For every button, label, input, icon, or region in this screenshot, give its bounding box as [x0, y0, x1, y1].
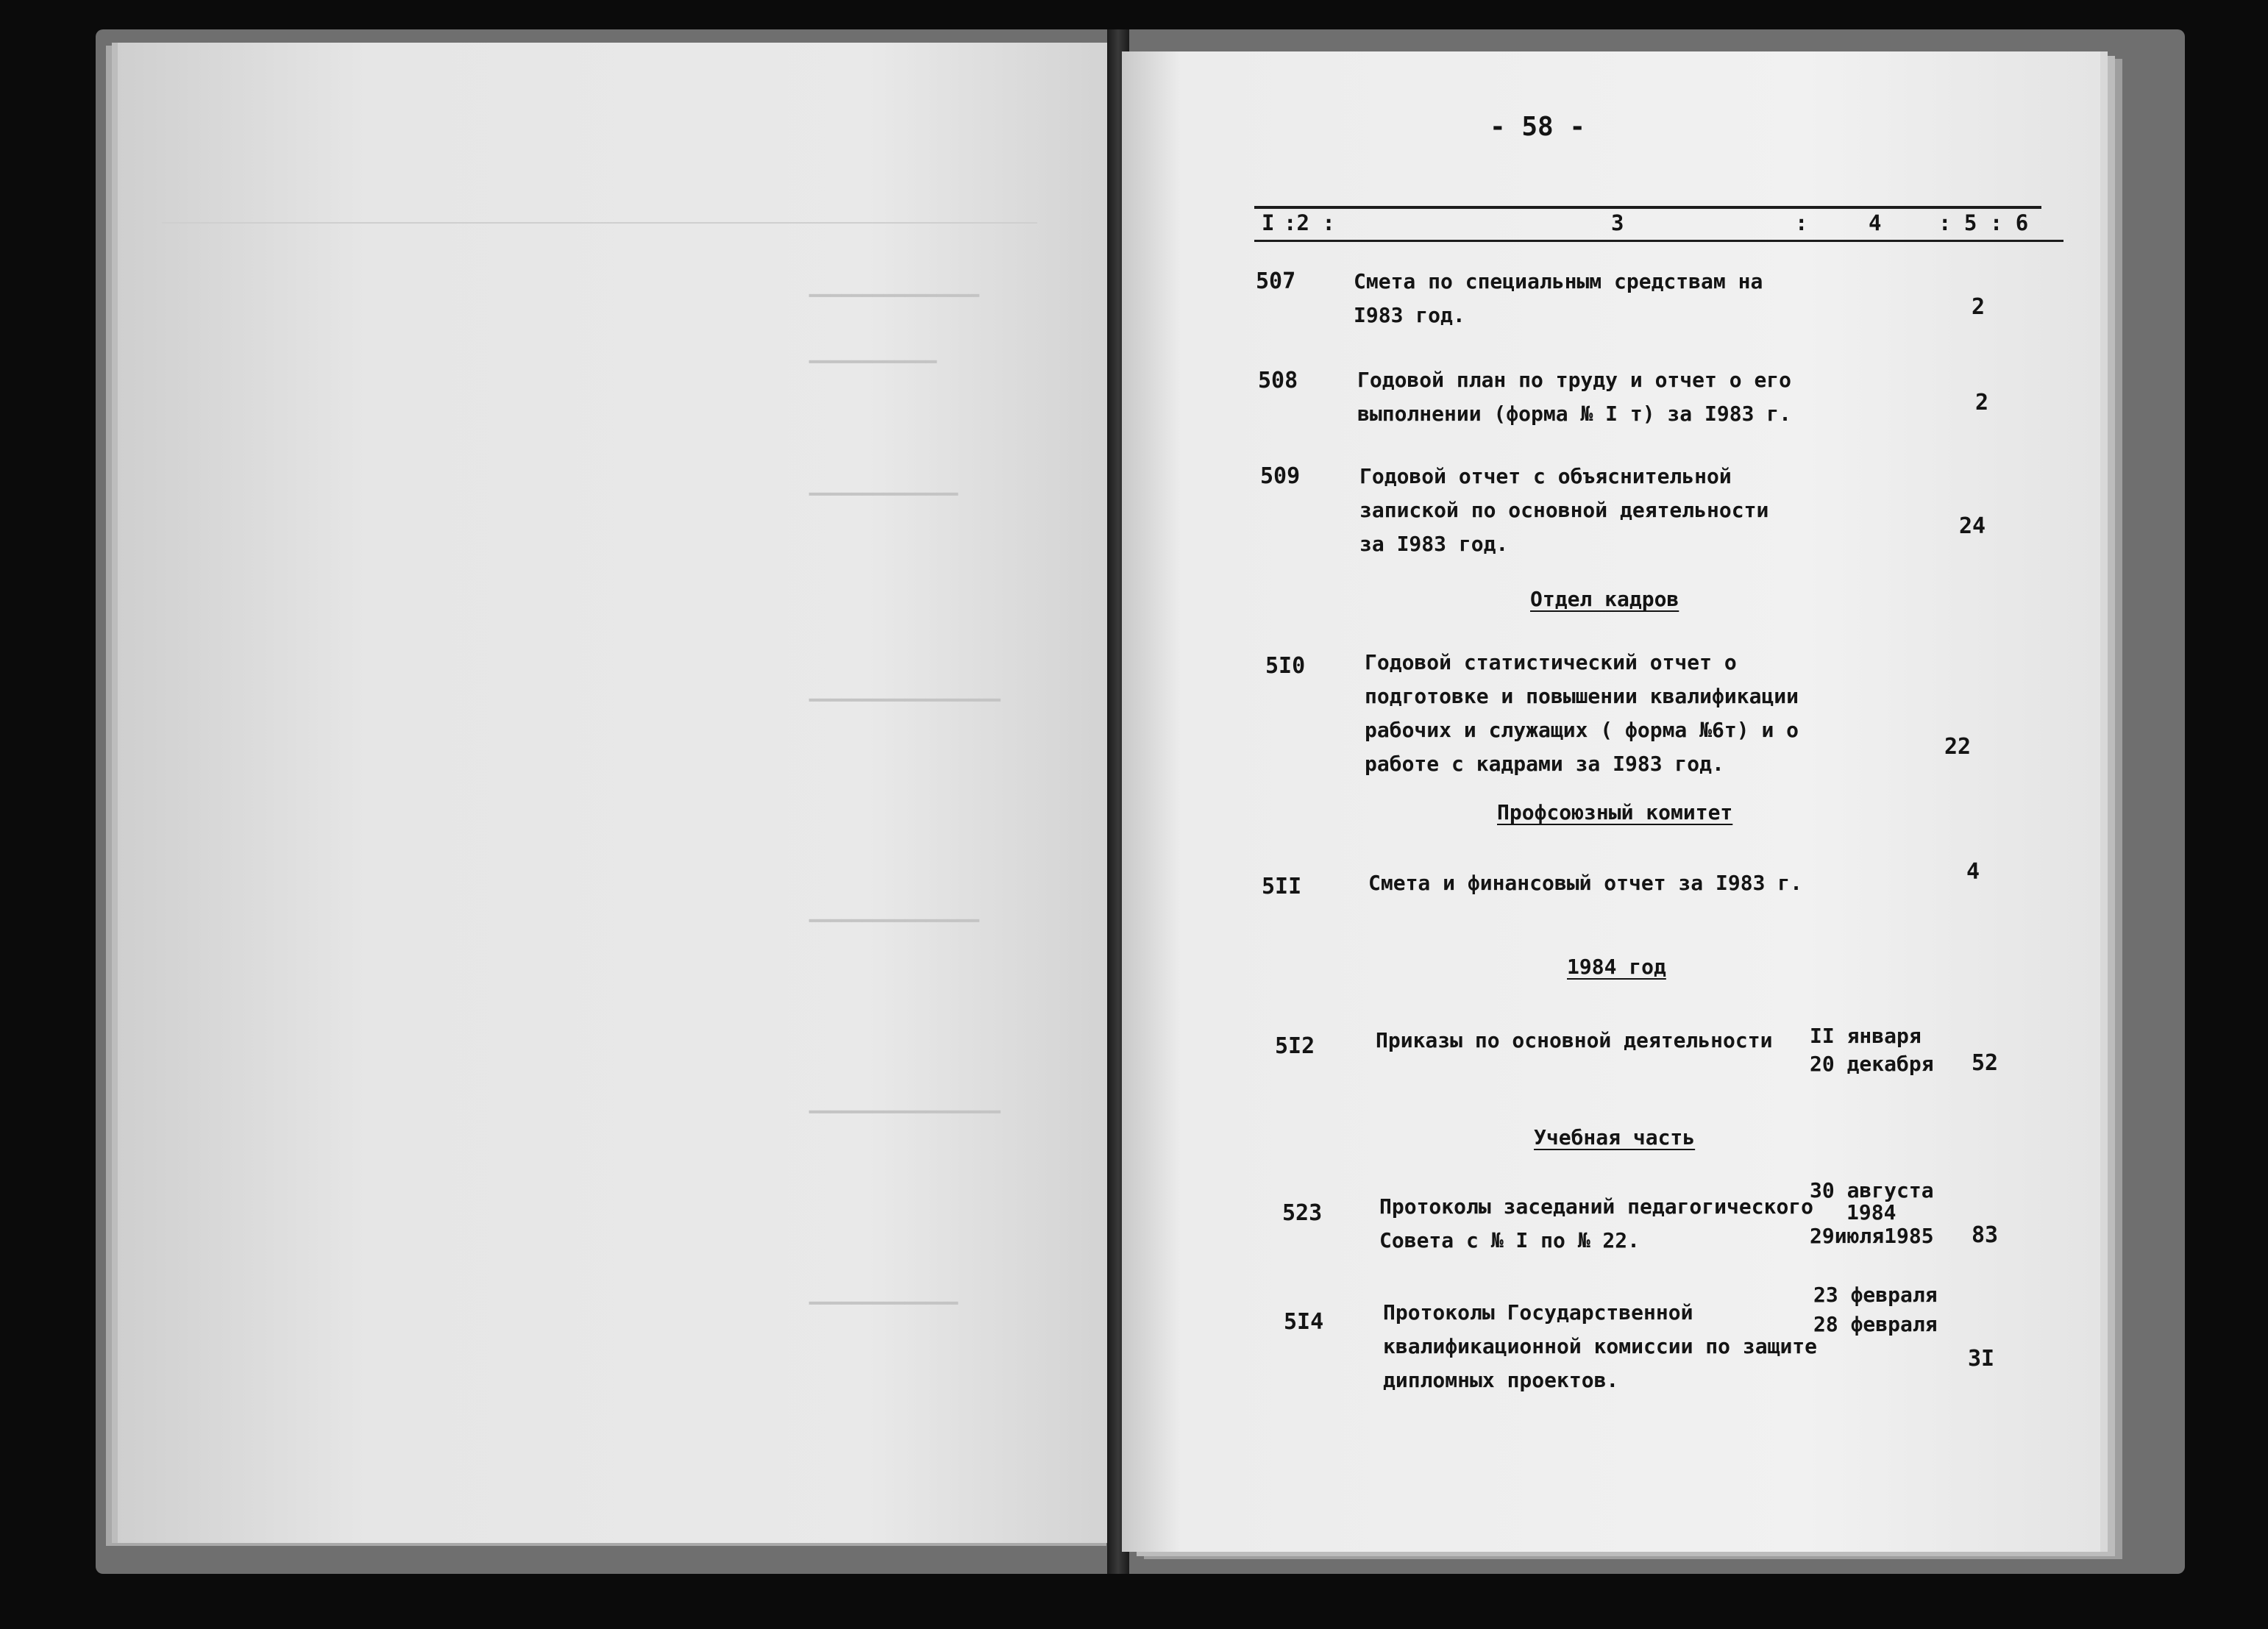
page-number: - 58 - — [1490, 112, 1586, 142]
row-count: 24 — [1959, 513, 1986, 539]
header-col4: 4 — [1869, 210, 1882, 235]
section-heading-ucheb: Учебная часть — [1534, 1125, 1696, 1149]
row-number: 507 — [1256, 268, 1296, 294]
row-date-start: II января — [1810, 1024, 1922, 1048]
row-number: 5I2 — [1275, 1033, 1315, 1059]
row-number: 5I0 — [1265, 653, 1306, 679]
ghost-header-rule — [162, 222, 1037, 224]
row-description: Протоколы Государственной квалификационной комиссии по защите дипломных проектов. — [1383, 1300, 1818, 1392]
row-date-end: 20 декабря — [1810, 1052, 1934, 1076]
header-rule-top — [1254, 206, 2041, 209]
row-date-end: 28 февраля — [1813, 1312, 1938, 1336]
row-number: 5I4 — [1284, 1309, 1324, 1335]
row-number: 5II — [1262, 874, 1302, 899]
section-heading-profkom: Профсоюзный комитет — [1497, 800, 1733, 824]
row-date-start: 23 февраля — [1813, 1283, 1938, 1307]
right-page — [1122, 51, 2100, 1552]
row-description: Годовой план по труду и отчет о его выполнении (форма № I т) за I983 г. — [1357, 368, 1792, 426]
section-heading-year: 1984 год — [1567, 955, 1666, 979]
ghost-text-block: ━━━━━━━━━━━━━━━━ — [809, 910, 980, 931]
ghost-text-block: ━━━━━━━━━━━━━━ — [809, 1293, 959, 1313]
ghost-text-block: ━━━━━━━━━━━━━━━━ — [809, 285, 980, 306]
row-count: 4 — [1966, 859, 1980, 885]
row-description: Приказы по основной деятельности — [1376, 1028, 1773, 1052]
header-col1: I — [1262, 210, 1275, 235]
ghost-text-block: ━━━━━━━━━━━━━━━━━━ — [809, 1102, 1001, 1122]
row-count: 22 — [1944, 734, 1972, 760]
row-date-year: 1984 — [1846, 1200, 1896, 1225]
row-date-end: 29июля1985 — [1810, 1224, 1934, 1248]
row-number: 508 — [1258, 368, 1298, 393]
row-description: Годовой статистический отчет о подготовке и повышении квалификации рабочих и служащих ( форма №6т) и о работе с кадрами за I983 год. — [1365, 650, 1799, 776]
header-rule-bottom — [1254, 240, 2063, 242]
row-description: Смета и финансовый отчет за I983 г. — [1368, 871, 1803, 895]
left-page — [118, 43, 1118, 1543]
row-count: 2 — [1975, 390, 1989, 416]
header-col56: : 5 : 6 — [1938, 210, 2029, 235]
row-description: Протоколы заседаний педагогического Совета с № I по № 22. — [1379, 1194, 1814, 1252]
ghost-text-block: ━━━━━━━━━━━━ — [809, 352, 937, 372]
ghost-text-block: ━━━━━━━━━━━━━━ — [809, 484, 959, 505]
row-count: 52 — [1972, 1050, 1999, 1076]
row-number: 509 — [1260, 463, 1301, 489]
row-count: 83 — [1972, 1222, 1999, 1248]
ghost-text-block: ━━━━━━━━━━━━━━━━━━ — [809, 690, 1001, 710]
header-col3: 3 — [1611, 210, 1624, 235]
row-number: 523 — [1282, 1200, 1323, 1226]
row-description: Годовой отчет с объяснительной запиской по основной деятельности за I983 год. — [1359, 464, 1769, 556]
header-col2: :2 : — [1284, 210, 1335, 235]
row-count: 2 — [1972, 294, 1986, 320]
section-heading-kadry: Отдел кадров — [1530, 587, 1679, 611]
row-description: Смета по специальным средствам на I983 год. — [1354, 269, 1763, 327]
header-col4-separator: : — [1795, 210, 1808, 235]
row-count: 3I — [1968, 1346, 1995, 1372]
row-date-start: 30 августа — [1810, 1178, 1934, 1202]
